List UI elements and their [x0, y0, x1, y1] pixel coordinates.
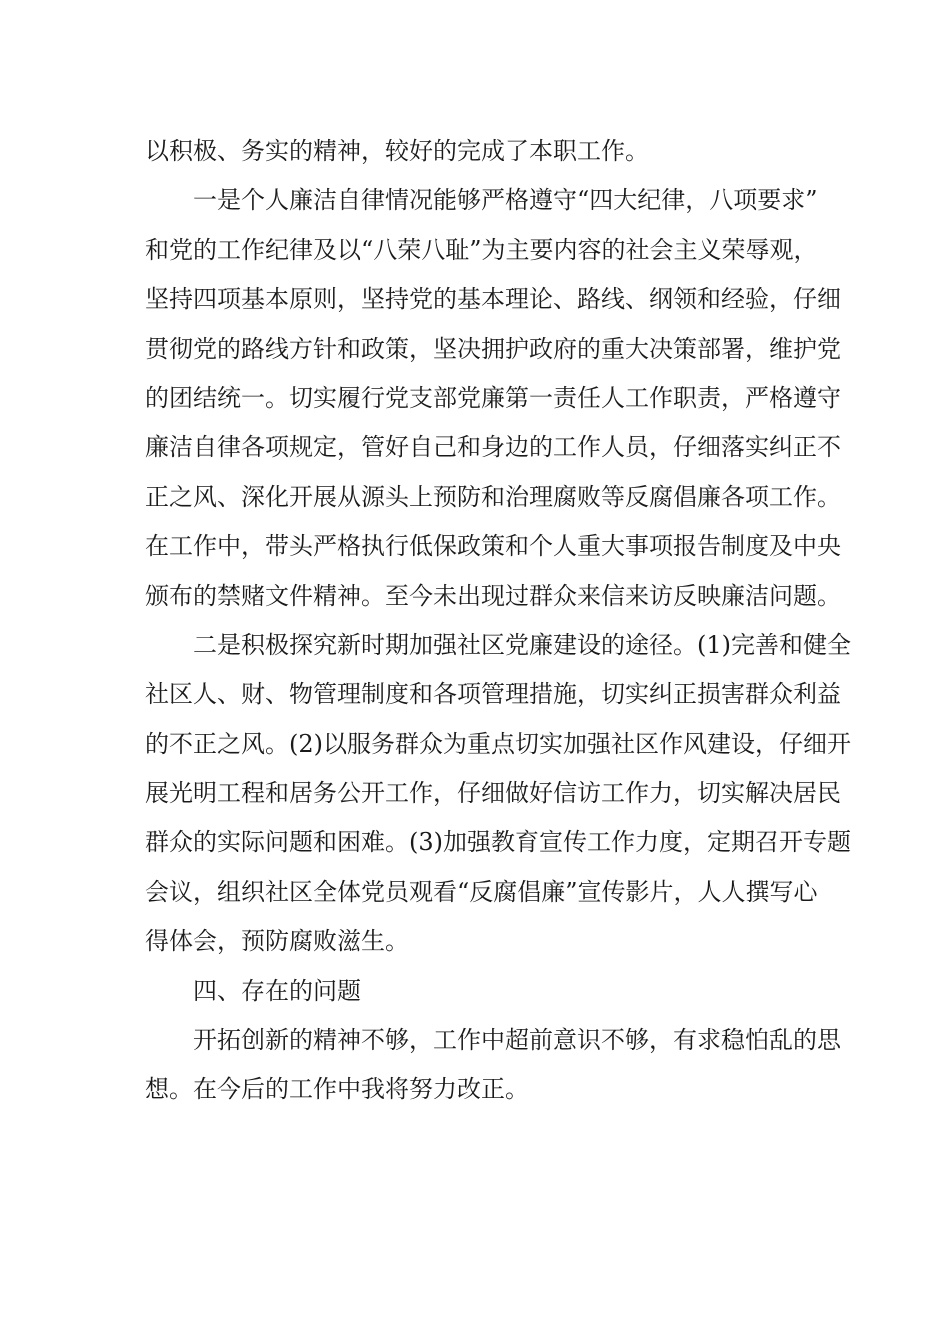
- text-line: 得体会，预防腐败滋生。: [145, 927, 409, 956]
- text-line: 的不正之风。(2)以服务群众为重点切实加强社区作风建设，仔细开: [145, 729, 851, 758]
- text-line: 四、存在的问题: [193, 976, 361, 1005]
- text-line: 和党的工作纪律及以“八荣八耻”为主要内容的社会主义荣辱观，: [145, 235, 818, 264]
- text-line: 开拓创新的精神不够，工作中超前意识不够，有求稳怕乱的思: [193, 1026, 841, 1055]
- text-line: 在工作中，带头严格执行低保政策和个人重大事项报告制度及中央: [145, 532, 841, 561]
- document-body: [145, 127, 851, 1115]
- text-line: 想。在今后的工作中我将努力改正。: [145, 1075, 529, 1104]
- text-line: 会议，组织社区全体党员观看“反腐倡廉”宣传影片，人人撰写心: [145, 877, 818, 906]
- text-line: 坚持四项基本原则，坚持党的基本理论、路线、纲领和经验，仔细: [145, 285, 841, 314]
- text-line: 廉洁自律各项规定，管好自己和身边的工作人员，仔细落实纠正不: [145, 433, 841, 462]
- text-line: 的团结统一。切实履行党支部党廉第一责任人工作职责，严格遵守: [145, 383, 841, 412]
- text-line: 展光明工程和居务公开工作，仔细做好信访工作力，切实解决居民: [145, 779, 841, 808]
- text-line: 社区人、财、物管理制度和各项管理措施，切实纠正损害群众利益: [145, 680, 841, 709]
- text-line: 二是积极探究新时期加强社区党廉建设的途径。(1)完善和健全: [193, 630, 851, 659]
- text-line: 颁布的禁赌文件精神。至今未出现过群众来信来访反映廉洁问题。: [145, 581, 841, 610]
- text-line: 群众的实际问题和困难。(3)加强教育宣传工作力度，定期召开专题: [145, 828, 851, 857]
- text-line: 正之风、深化开展从源头上预防和治理腐败等反腐倡廉各项工作。: [145, 482, 841, 511]
- text-line: 一是个人廉洁自律情况能够严格遵守“四大纪律，八项要求”: [193, 186, 818, 215]
- text-line: 以积极、务实的精神，较好的完成了本职工作。: [145, 137, 649, 165]
- text-line: 贯彻党的路线方针和政策，坚决拥护政府的重大决策部署，维护党: [145, 334, 841, 363]
